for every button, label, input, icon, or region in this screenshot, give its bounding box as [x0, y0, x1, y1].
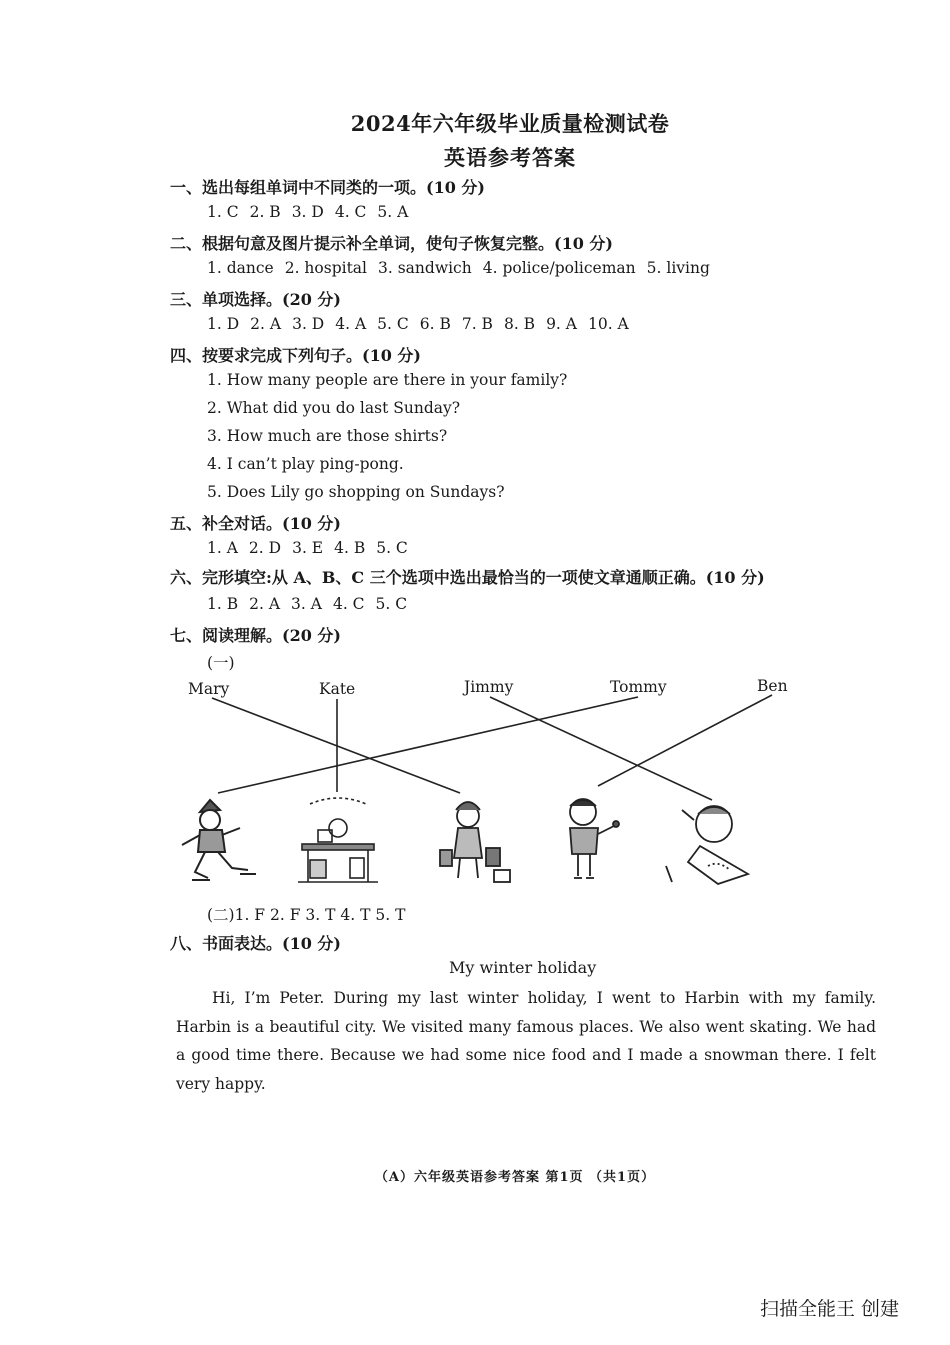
reading-part-1-label: (一) — [207, 654, 235, 672]
section-2-heading: 二、根据句意及图片提示补全单词，使句子恢复完整。(10 分) — [170, 234, 613, 253]
section-5-heading: 五、补全对话。(10 分) — [170, 514, 341, 533]
essay-title: My winter holiday — [449, 958, 597, 977]
match-line-tommy — [218, 697, 638, 793]
answer: 5. C — [377, 315, 409, 333]
answer: 2. B — [249, 203, 281, 221]
answer: 3. A — [291, 595, 322, 613]
name-tommy: Tommy — [610, 678, 667, 696]
section-8-heading: 八、书面表达。(10 分) — [170, 934, 341, 953]
answer: 10. A — [587, 315, 629, 333]
answer: 1. C — [207, 203, 239, 221]
answer: 4. A — [335, 315, 367, 333]
match-line-ben — [598, 695, 772, 786]
section-4-heading: 四、按要求完成下列句子。(10 分) — [170, 346, 421, 365]
section-3-heading: 三、单项选择。(20 分) — [170, 290, 341, 309]
answer: 5. C — [375, 595, 408, 613]
name-kate: Kate — [319, 680, 356, 698]
answer: 2. D — [248, 539, 282, 557]
answer: 6. B — [419, 315, 451, 333]
answer: 4. C — [332, 595, 365, 613]
section-1-heading: 一、选出每组单词中不同类的一项。(10 分) — [170, 178, 485, 197]
section-4-line: 4. I can’t play ping-pong. — [207, 455, 404, 473]
name-jimmy: Jimmy — [464, 678, 514, 696]
exam-title: 2024年六年级毕业质量检测试卷 — [350, 111, 670, 136]
answer: 4. B — [334, 539, 366, 557]
answer: 3. sandwich — [378, 259, 472, 277]
section-4-line: 3. How much are those shirts? — [207, 427, 448, 445]
section-4-line: 2. What did you do last Sunday? — [207, 399, 461, 417]
section-6-heading: 六、完形填空:从 A、B、C 三个选项中选出最恰当的一项使文章通顺正确。(10 分) — [170, 568, 765, 587]
answer: 2. A — [249, 595, 281, 613]
study-desk-picture — [288, 790, 388, 890]
answer: 4. C — [334, 203, 367, 221]
essay-text: Hi, I’m Peter. During my last winter holiday, I went to Harbin with my family. Harbin is a beautiful city. We visited many famous places. We also went skating. We had a good time there. Because we had some nice food and I made a snowman there. I felt very happy. — [176, 989, 876, 1093]
answer: 3. D — [291, 203, 324, 221]
shopping-girl-picture — [426, 790, 526, 890]
section-7-heading: 七、阅读理解。(20 分) — [170, 626, 341, 645]
answer: 9. A — [546, 315, 577, 333]
page-footer: （A）六年级英语参考答案 第1页 （共1页） — [374, 1170, 656, 1185]
drawing-boy-picture — [658, 790, 758, 890]
name-mary: Mary — [188, 680, 230, 698]
section-4-line: 1. How many people are there in your family? — [207, 371, 568, 389]
reading-part-2-answers: (二)1. F 2. F 3. T 4. T 5. T — [207, 906, 406, 924]
section-4-line: 5. Does Lily go shopping on Sundays? — [207, 483, 505, 501]
exam-subtitle: 英语参考答案 — [444, 145, 576, 170]
answer: 2. hospital — [284, 259, 368, 277]
answer: 5. C — [376, 539, 408, 557]
answer: 3. D — [292, 315, 325, 333]
answer: 7. B — [461, 315, 493, 333]
answer: 1. dance — [207, 259, 274, 277]
answer: 8. B — [503, 315, 536, 333]
answer: 5. A — [377, 203, 409, 221]
answer: 3. E — [292, 539, 324, 557]
answer: 1. D — [207, 315, 240, 333]
scanner-watermark: 扫描全能王 创建 — [760, 1298, 900, 1320]
answer: 1. B — [207, 595, 239, 613]
skating-child-picture — [170, 790, 270, 890]
answer: 2. A — [250, 315, 282, 333]
name-ben: Ben — [757, 677, 788, 695]
answer: 5. living — [646, 259, 710, 277]
answer: 1. A — [207, 539, 238, 557]
eating-boy-picture — [548, 790, 648, 890]
answer: 4. police/policeman — [482, 259, 636, 277]
